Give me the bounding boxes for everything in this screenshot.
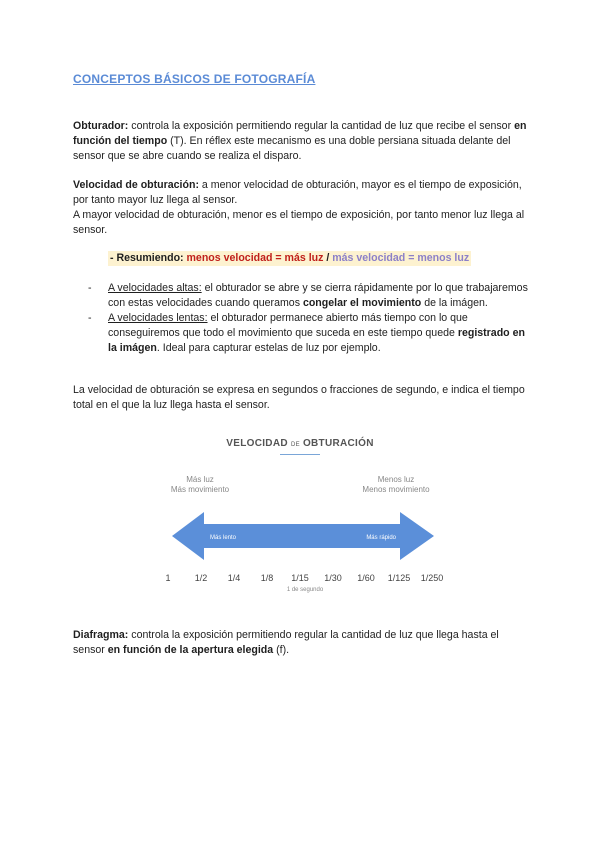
velocidad-term: Velocidad de obturación: <box>73 179 199 191</box>
bullet-text-1: el obturador permanece abierto más tiempo con lo que conseguiremos que todo el movimiento que suceda en este tiempo quede <box>108 312 468 339</box>
diafragma-text-1: controla la exposición permitiendo regular la cantidad de luz que llega hasta el sensor <box>73 629 499 656</box>
arrow-left-text: Más lento <box>210 535 237 541</box>
shutter-speed-ticks <box>160 573 450 585</box>
diagram-title-a: VELOCIDAD <box>226 438 291 449</box>
bullet-bold: registrado en la imágen <box>108 327 525 354</box>
tick-label: 1/60 <box>357 573 375 583</box>
tick-label: 1/8 <box>260 573 274 583</box>
tick-label: 1/15 <box>291 573 309 583</box>
obturador-text-1: controla la exposición permitiendo regular la cantidad de luz que recibe el sensor <box>128 120 515 132</box>
shutter-speed-diagram <box>160 432 450 612</box>
ticks-caption: 1 de segundo <box>286 587 324 593</box>
diagram-title-underline <box>280 454 320 455</box>
summary-separator: / <box>323 252 333 264</box>
diagram-title-small: DE <box>290 442 300 448</box>
diafragma-paragraph <box>73 628 533 658</box>
tick-label: 1 <box>165 573 171 583</box>
diagram-title-b: OBTURACIÓN <box>299 438 374 449</box>
right-side-label <box>356 475 436 495</box>
obturador-bold: en función del tiempo <box>73 120 527 147</box>
bullet-dash: - <box>88 282 92 294</box>
diafragma-bold: en función de la apertura elegida <box>107 644 274 656</box>
bullet-high-speed <box>88 281 528 311</box>
summary-purple: más velocidad = menos luz <box>332 252 470 264</box>
document-title: CONCEPTOS BÁSICOS DE FOTOGRAFÍA <box>73 72 316 86</box>
left-label-line-2: Más movimiento <box>170 485 230 494</box>
expresa-paragraph: La velocidad de obturación se expresa en segundos o fracciones de segundo, e indica el tiempo total en el que la luz llega hasta el sensor. <box>73 384 525 411</box>
diafragma-term: Diafragma: <box>73 629 129 641</box>
bullet-label: A velocidades lentas: <box>108 312 208 324</box>
left-side-label <box>160 475 240 495</box>
obturador-text-2: (T). En réflex este mecanismo es una doble persiana situada delante del sensor que se abre cuando se realiza el disparo. <box>73 135 511 162</box>
speed-bullet-list <box>88 281 528 356</box>
tick-label: 1/125 <box>387 573 411 583</box>
right-label-line-1: Menos luz <box>377 475 415 484</box>
tick-label: 1/4 <box>227 573 241 583</box>
bullet-text-1: el obturador se abre y se cierra rápidamente por lo que trabajaremos con estas velocidades cuando queramos <box>108 282 528 309</box>
tick-label: 1/30 <box>324 573 342 583</box>
bullet-text-2: de la imágen. <box>421 297 488 309</box>
velocidad-text-2: A mayor velocidad de obturación, menor es el tiempo de exposición, por tanto menor luz llega al sensor. <box>73 209 525 236</box>
summary-line <box>108 251 471 266</box>
double-arrow <box>172 510 462 570</box>
summary-red: menos velocidad = más luz <box>186 252 324 264</box>
obturador-term: Obturador: <box>73 120 129 132</box>
bullet-dash: - <box>88 312 92 324</box>
bullet-label: A velocidades altas: <box>108 282 202 294</box>
velocidad-text-1: a menor velocidad de obturación, mayor es el tiempo de exposición, por tanto mayor luz llega al sensor. <box>73 179 522 206</box>
diafragma-text-2: (f). <box>273 644 290 656</box>
bullet-text-2: . Ideal para capturar estelas de luz por ejemplo. <box>156 342 381 354</box>
diagram-title <box>160 438 440 449</box>
velocidad-paragraph <box>73 178 533 238</box>
bullet-bold: congelar el movimiento <box>302 297 422 309</box>
left-label-line-1: Más luz <box>186 475 214 484</box>
arrow-right-text: Más rápido <box>366 535 396 541</box>
tick-label: 1/2 <box>194 573 208 583</box>
obturador-paragraph <box>73 119 533 164</box>
bullet-low-speed <box>88 311 528 356</box>
tick-label: 1/250 <box>420 573 444 583</box>
summary-lead: - Resumiendo: <box>110 252 187 264</box>
right-label-line-2: Menos movimiento <box>362 485 430 494</box>
